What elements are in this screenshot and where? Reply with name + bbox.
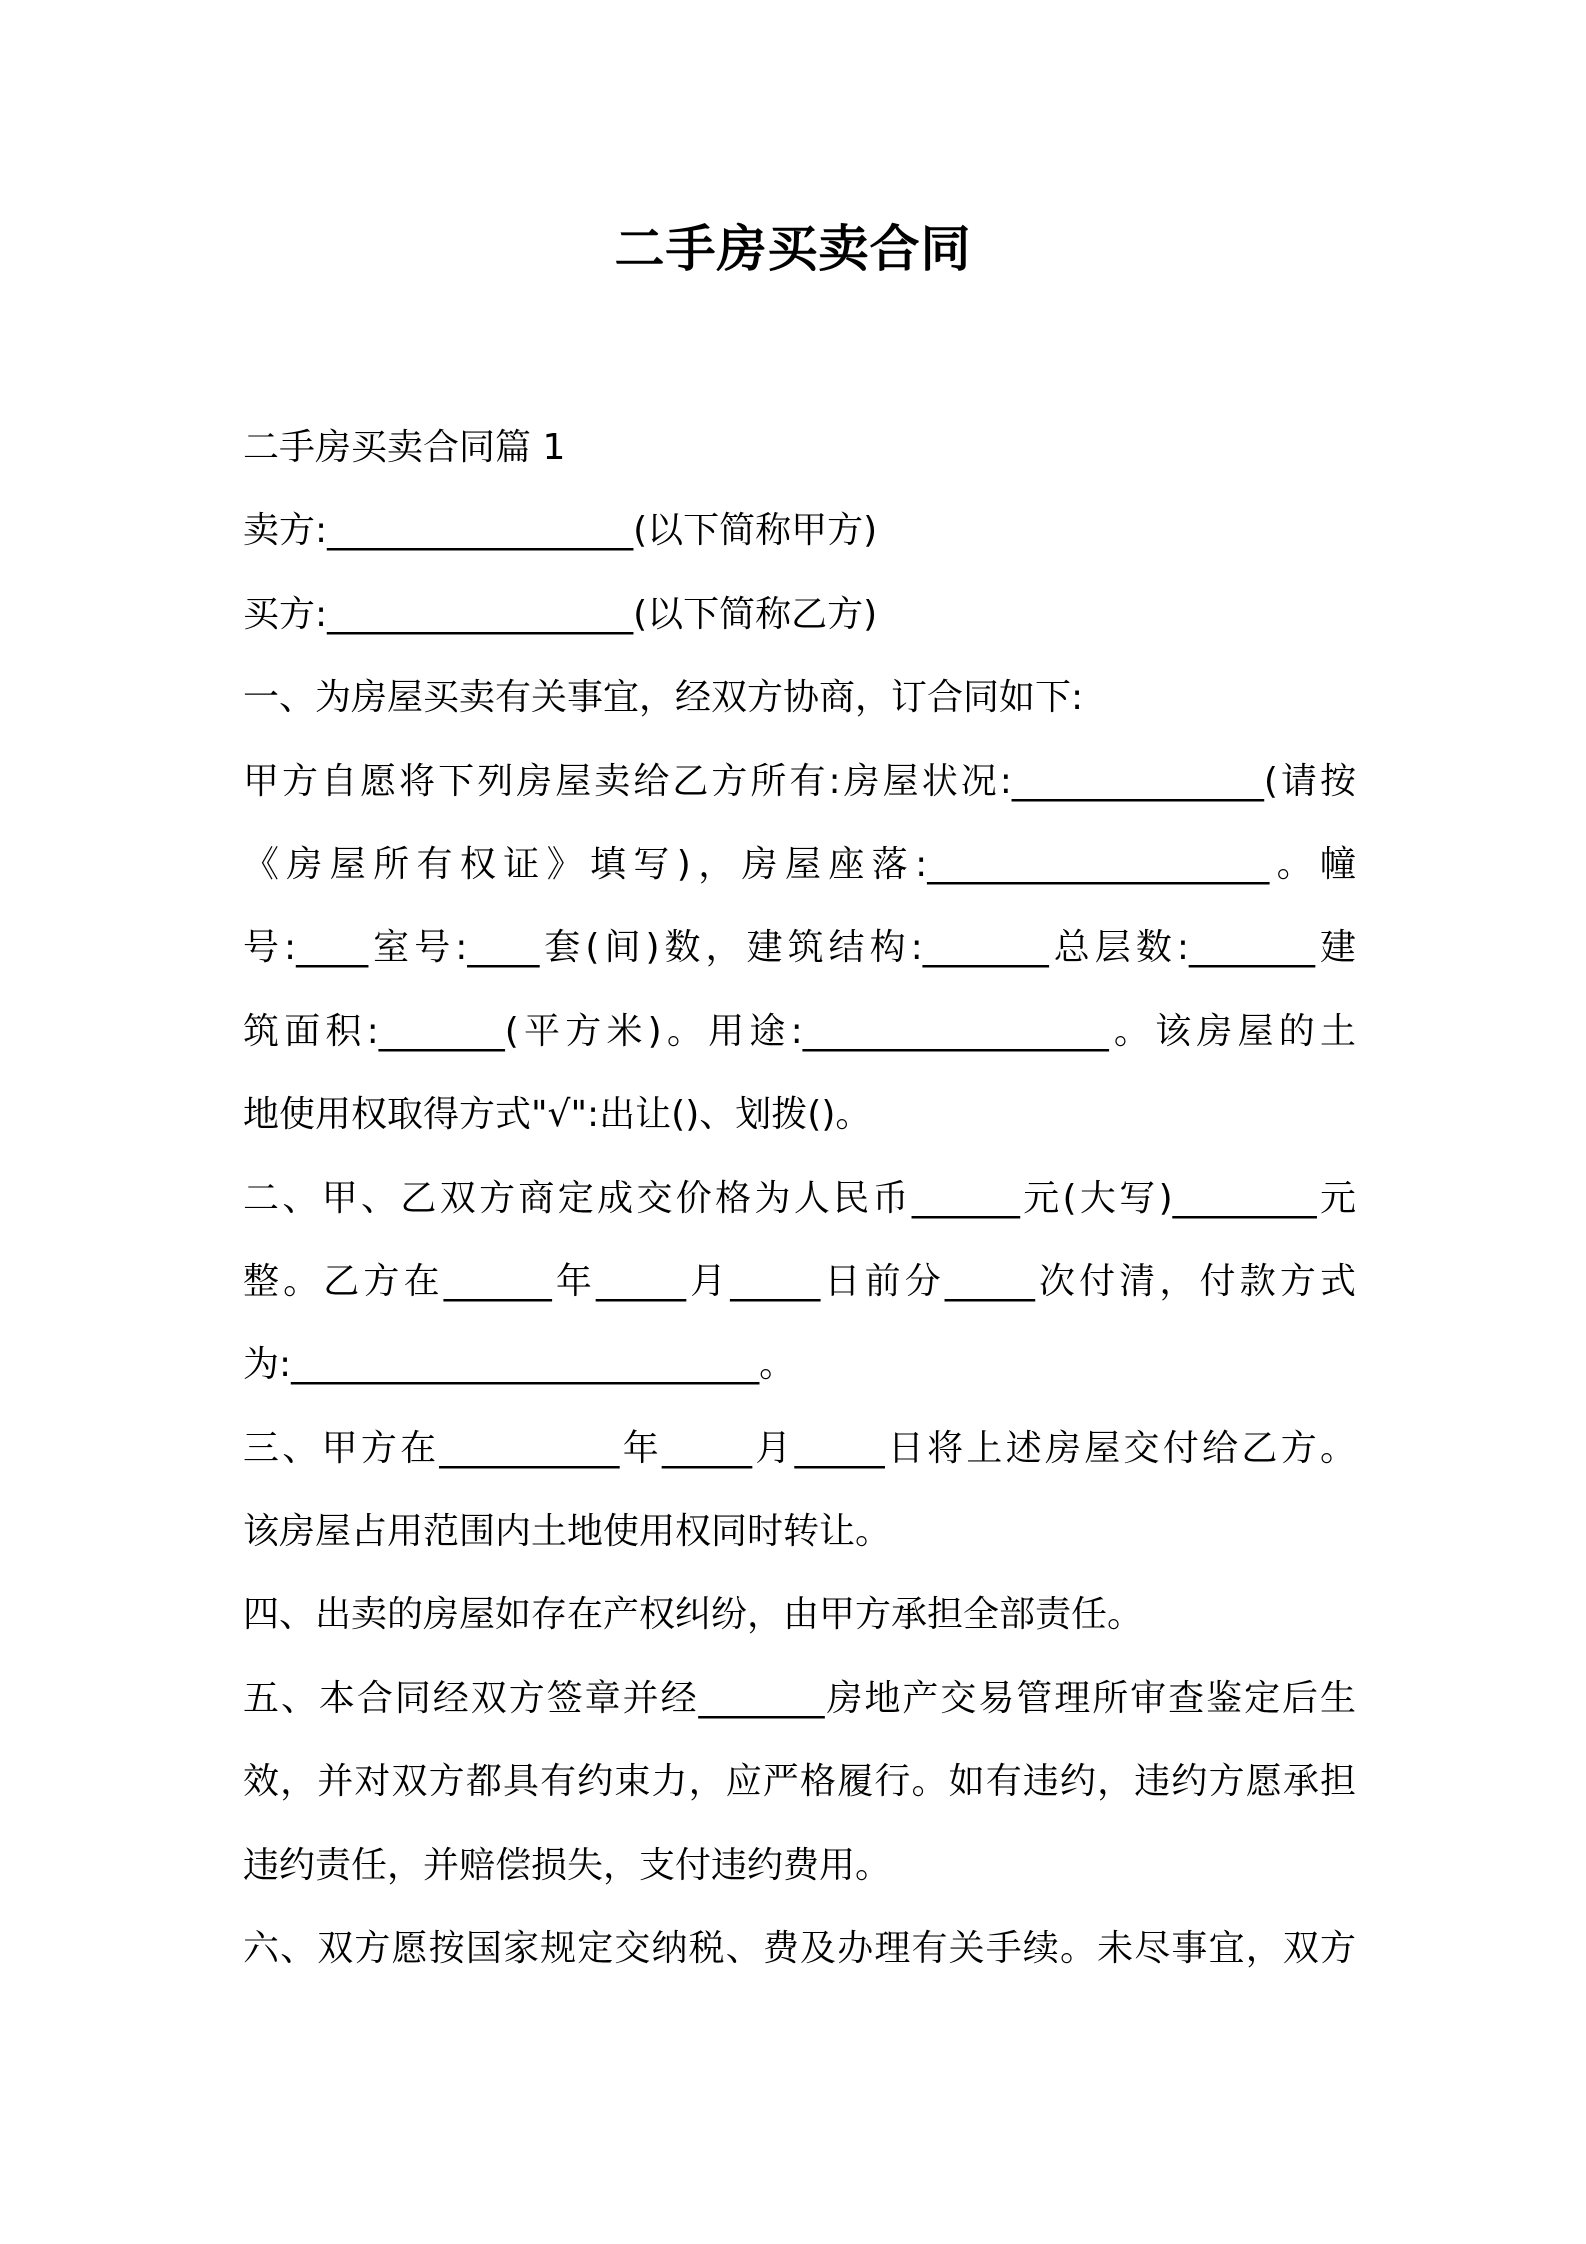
text-line: 甲方自愿将下列房屋卖给乙方所有:房屋状况:______________(请按 <box>243 760 1356 802</box>
text-line: 该房屋占用范围内土地使用权同时转让。 <box>243 1511 892 1553</box>
text-line: 一、为房屋买卖有关事宜，经双方协商，订合同如下: <box>243 677 1084 719</box>
text-line: 卖方:_________________(以下简称甲方) <box>243 510 878 552</box>
text-line: 为:__________________________。 <box>243 1344 796 1386</box>
text-line: 违约责任，并赔偿损失，支付违约费用。 <box>243 1844 892 1886</box>
document-body <box>243 406 1356 1990</box>
text-line: 筑面积:_______(平方米)。用途:_________________。该房屋的土 <box>243 1010 1356 1052</box>
text-line: 买方:_________________(以下简称乙方) <box>243 593 878 635</box>
text-line: 地使用权取得方式"√":出让()、划拨()。 <box>243 1094 872 1136</box>
text-line: 号:____室号:____套(间)数，建筑结构:_______总层数:_______建 <box>243 927 1356 969</box>
text-line: 二手房买卖合同篇 1 <box>243 427 566 468</box>
document-title: 二手房买卖合同 <box>614 220 972 278</box>
text-line: 效，并对双方都具有约束力，应严格履行。如有违约，违约方愿承担 <box>243 1761 1356 1803</box>
text-line: 五、本合同经双方签章并经_______房地产交易管理所审查鉴定后生 <box>243 1677 1356 1719</box>
text-line: 二、甲、乙双方商定成交价格为人民币______元(大写)________元 <box>243 1177 1356 1219</box>
text-line: 《房屋所有权证》填写)，房屋座落:___________________。幢 <box>243 843 1356 885</box>
text-line: 六、双方愿按国家规定交纳税、费及办理有关手续。未尽事宜，双方 <box>243 1928 1356 1970</box>
text-line: 四、出卖的房屋如存在产权纠纷，由甲方承担全部责任。 <box>243 1594 1144 1636</box>
text-line: 整。乙方在______年_____月_____日前分_____次付清，付款方式 <box>243 1260 1356 1302</box>
text-line: 三、甲方在__________年_____月_____日将上述房屋交付给乙方。 <box>243 1427 1356 1469</box>
